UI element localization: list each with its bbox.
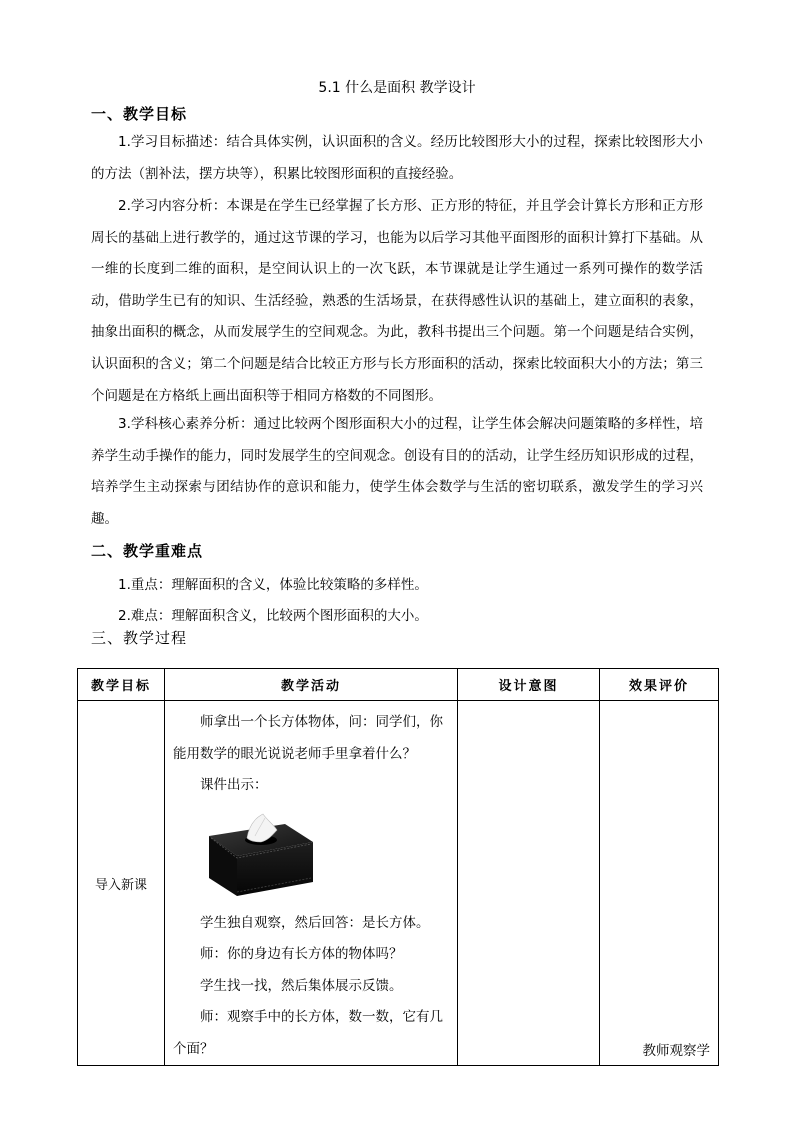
paragraph-text: 3.学科核心素养分析：通过比较两个图形面积大小的过程，让学生体会解决问题策略的多样性，培养学生动手操作的能力，同时发展学生的空间观念。创设有目的的活动，让学生经历知识形成的过程，培养学生主动探索与团结协作的意识和能力，使学生体会数学与生活的密切联系，激发学生的学习兴趣。 [91,416,703,527]
evaluation-cell [600,701,719,1066]
activity-line: 学生找一找，然后集体展示反馈。 [200,977,403,994]
table-row [78,701,719,1066]
section-heading-key-points: 二、教学重难点 [91,542,204,560]
teaching-process-table [77,668,719,1066]
column-header: 教学活动 [165,669,458,701]
activity-line: 课件出示： [200,777,268,793]
section-heading-objectives: 一、教学目标 [91,105,188,123]
activity-line: 师拿出一个长方体物体，问：同学们，你能用数学的眼光说说老师手里拿着什么？ [173,714,443,762]
page-title: 5.1 什么是面积 教学设计 [318,80,476,96]
paragraph-text: 2.学习内容分析：本课是在学生已经掌握了长方形、正方形的特征，并且学会计算长方形和正方形周长的基础上进行教学的，通过这节课的学习，也能为以后学习其他平面图形的面积计算打下基础。从一维的长度到二维的面积，是空间认识上的一次飞跃，本节课就是让学生通过一系列可操作的数学活动，借助学生已有的知识、生活经验，熟悉的生活场景，在获得感性认识的基础上，建立面积的表象，抽象出面积的概念，从而发展学生的空间观念。为此，教科书提出三个问题。第一个问题是结合实例，认识面积的含义；第二个问题是结合比较正方形与长方形面积的活动，探索比较面积大小的方法；第三个问题是在方格纸上画出面积等于相同方格数的不同图形。 [91,198,703,404]
key-point-item: 1.重点：理解面积的含义，体验比较策略的多样性。 [118,577,428,593]
table-header-row [78,669,719,701]
paragraph-text: 1.学习目标描述：结合具体实例，认识面积的含义。经历比较图形大小的过程，探索比较图形大小的方法（割补法，摆方块等），积累比较图形面积的直接经验。 [91,134,703,182]
paragraph-objective-description [91,127,703,190]
activity-line: 师：观察手中的长方体，数一数，它有几个面？ [173,1009,443,1057]
column-header: 设计意图 [458,669,600,701]
intent-cell [458,701,600,1066]
activity-cell [165,701,458,1066]
goal-cell: 导入新课 [78,701,165,1066]
paragraph-core-literacy [91,409,703,535]
difficult-point-item: 2.难点：理解面积含义，比较两个图形面积的大小。 [118,608,428,624]
activity-line: 师：你的身边有长方体的物体吗？ [200,946,403,962]
evaluation-text: 教师观察学 [642,1043,710,1059]
tissue-box-image [173,802,449,908]
column-header: 效果评价 [600,669,719,701]
section-heading-process: 三、教学过程 [91,629,188,647]
column-header: 教学目标 [78,669,165,701]
paragraph-content-analysis [91,191,703,412]
activity-line: 学生独自观察，然后回答：是长方体。 [200,914,430,931]
tissue-box-icon [203,808,315,898]
